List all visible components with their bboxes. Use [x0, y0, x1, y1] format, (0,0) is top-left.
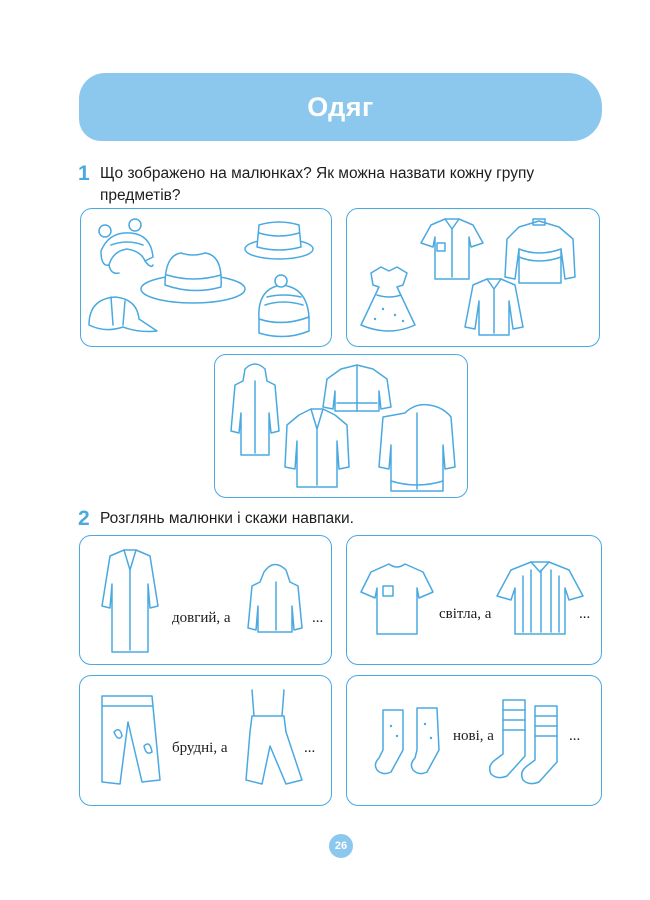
title-banner [79, 73, 602, 141]
short-sleeve-shirt-icon [421, 219, 483, 279]
baseball-cap-icon [89, 297, 157, 332]
dress-icon [361, 267, 415, 331]
long-coat-icon [102, 550, 158, 652]
dirty-trousers-icon [102, 696, 160, 784]
ellipsis-2: ... [579, 606, 591, 622]
task-1 [78, 163, 608, 207]
knit-beanie-icon [259, 275, 309, 337]
page-title: Одяг [307, 91, 374, 122]
opposite-box-light [346, 535, 602, 665]
opposite-phrase-4: нові, а [453, 728, 494, 744]
parka-icon [231, 364, 279, 455]
clean-overalls-icon [246, 690, 302, 784]
opposite-phrase-2: світла, а [439, 606, 492, 622]
task-2-number: 2 [78, 507, 90, 530]
winter-hat-icon [99, 219, 153, 273]
coat-icon [285, 409, 349, 487]
task-1-number: 1 [78, 162, 90, 185]
sweater-icon [505, 219, 575, 283]
outerwear-picture-box [214, 354, 468, 498]
t-shirt-icon [361, 564, 433, 634]
old-socks-icon [375, 708, 439, 774]
hats-picture-box [80, 208, 332, 347]
tops-picture-box [346, 208, 600, 347]
page-number: 26 [329, 834, 353, 858]
fur-coat-icon [379, 405, 455, 491]
task-2-text: Розглянь малюнки і скажи навпаки. [100, 510, 354, 527]
fedora-hat-icon [141, 253, 245, 303]
opposite-phrase-3: брудні, а [172, 740, 228, 756]
opposite-box-new [346, 675, 602, 806]
ellipsis-1: ... [312, 610, 324, 626]
task-1-text: Що зображено на малюнках? Як можна назвати кожну групу предметів? [100, 165, 535, 204]
short-jacket-icon [248, 564, 302, 632]
striped-shirt-icon [497, 562, 583, 634]
ellipsis-3: ... [304, 740, 316, 756]
jacket-icon [323, 365, 391, 411]
opposite-phrase-1: довгий, а [172, 610, 231, 626]
long-sleeve-shirt-icon [465, 279, 523, 335]
ellipsis-4: ... [569, 728, 581, 744]
bucket-hat-icon [245, 222, 313, 259]
opposite-box-dirty [79, 675, 332, 806]
new-socks-icon [490, 700, 557, 784]
opposite-box-long [79, 535, 332, 665]
task-2 [78, 508, 608, 530]
